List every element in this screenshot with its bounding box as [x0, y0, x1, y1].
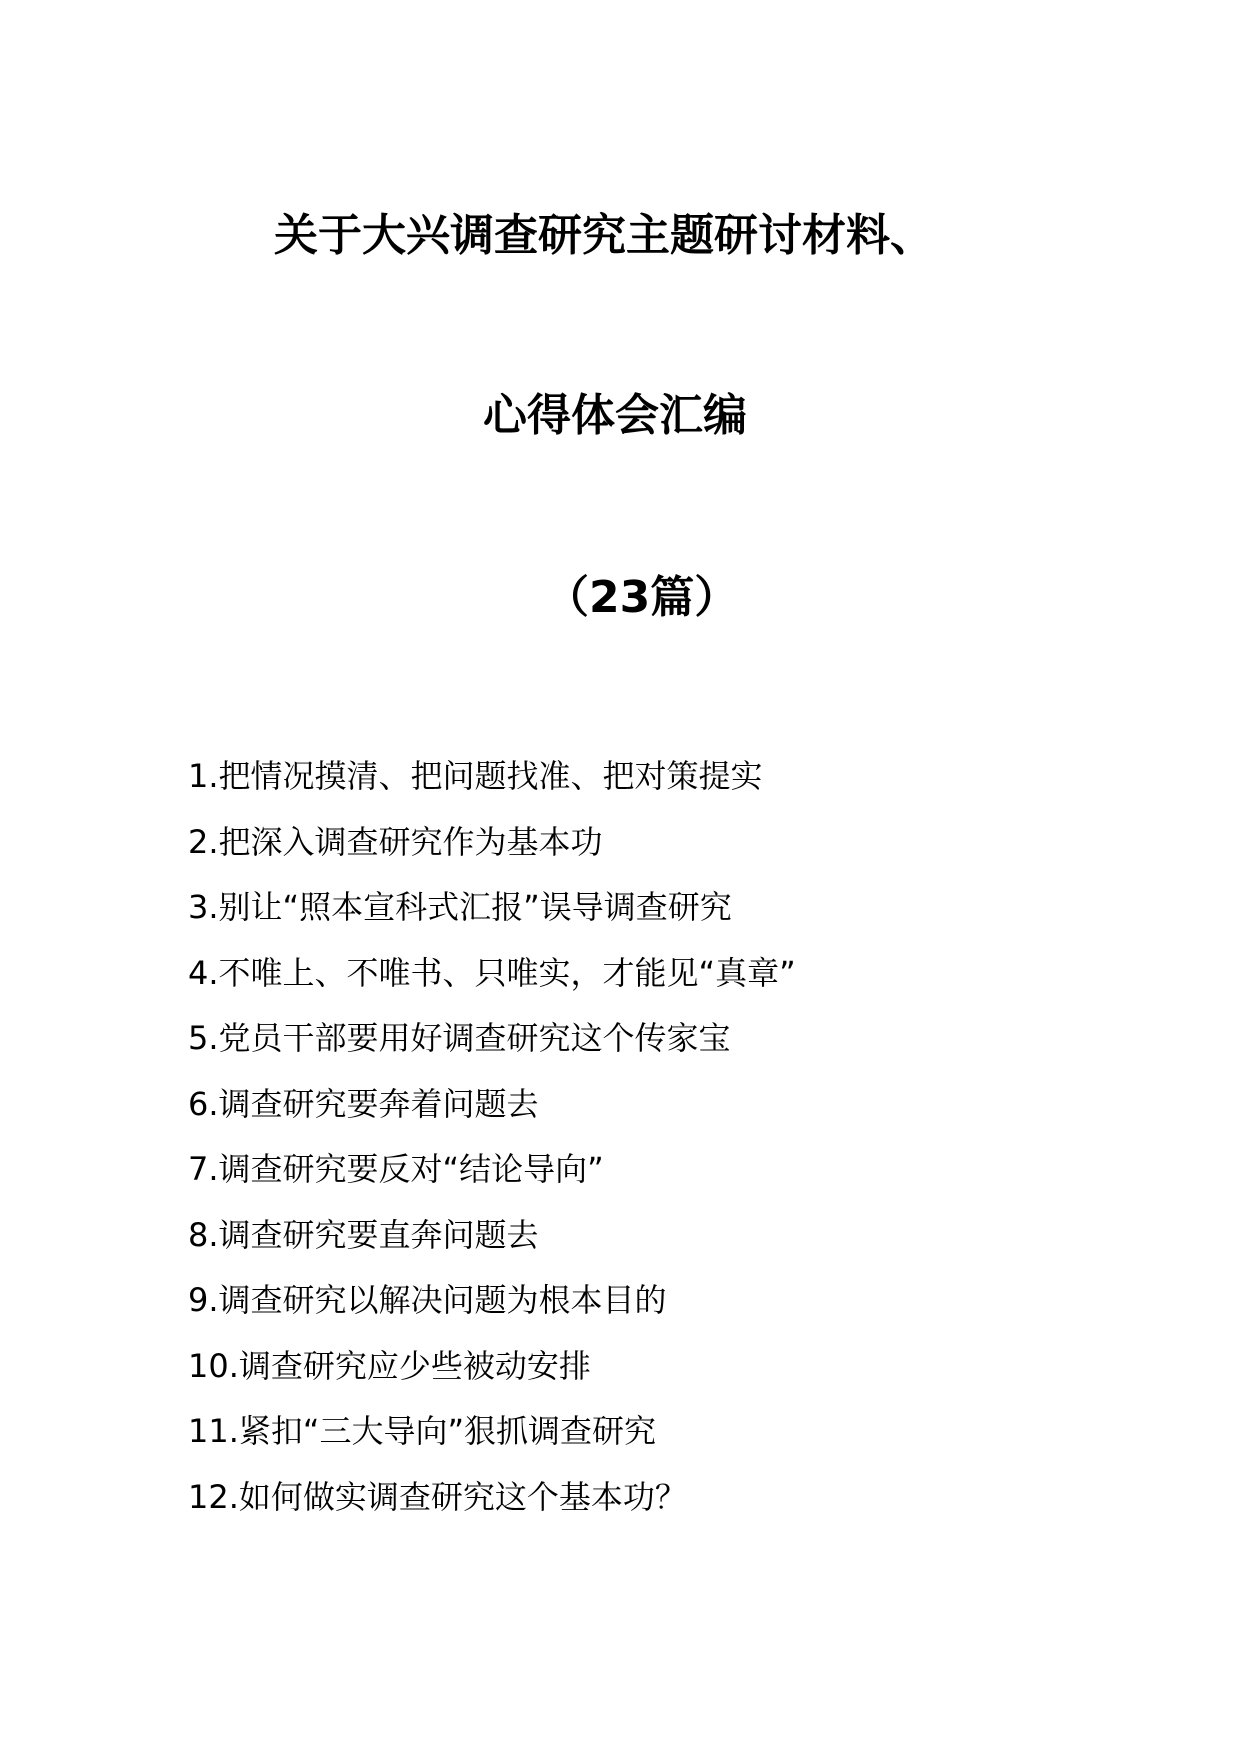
- toc-item-11: 11.紧扣“三大导向”狠抓调查研究: [188, 1412, 657, 1450]
- toc-item-10: 10.调查研究应少些被动安排: [188, 1346, 591, 1385]
- toc-item-3: 3.别让“照本宣科式汇报”误导调查研究: [188, 888, 732, 926]
- document-title-line-1: 关于大兴调查研究主题研讨材料、: [274, 210, 934, 261]
- toc-item-8: 8.调查研究要直奔问题去: [188, 1215, 539, 1254]
- toc-item-5: 5.党员干部要用好调查研究这个传家宝: [188, 1019, 731, 1057]
- toc-item-9: 9.调查研究以解决问题为根本目的: [188, 1281, 667, 1319]
- toc-item-7: 7.调查研究要反对“结论导向”: [188, 1150, 604, 1188]
- toc-item-2: 2.把深入调查研究作为基本功: [188, 822, 603, 861]
- document-count-subtitle: （23篇）: [545, 572, 739, 623]
- toc-item-4: 4.不唯上、不唯书、只唯实，才能见“真章”: [188, 953, 796, 992]
- toc-item-1: 1.把情况摸清、把问题找准、把对策提实: [188, 757, 763, 795]
- toc-item-12: 12.如何做实调查研究这个基本功？: [188, 1477, 687, 1516]
- table-of-contents: [188, 756, 796, 1542]
- document-title-line-2: 心得体会汇编: [483, 390, 747, 441]
- toc-item-6: 6.调查研究要奔着问题去: [188, 1084, 539, 1123]
